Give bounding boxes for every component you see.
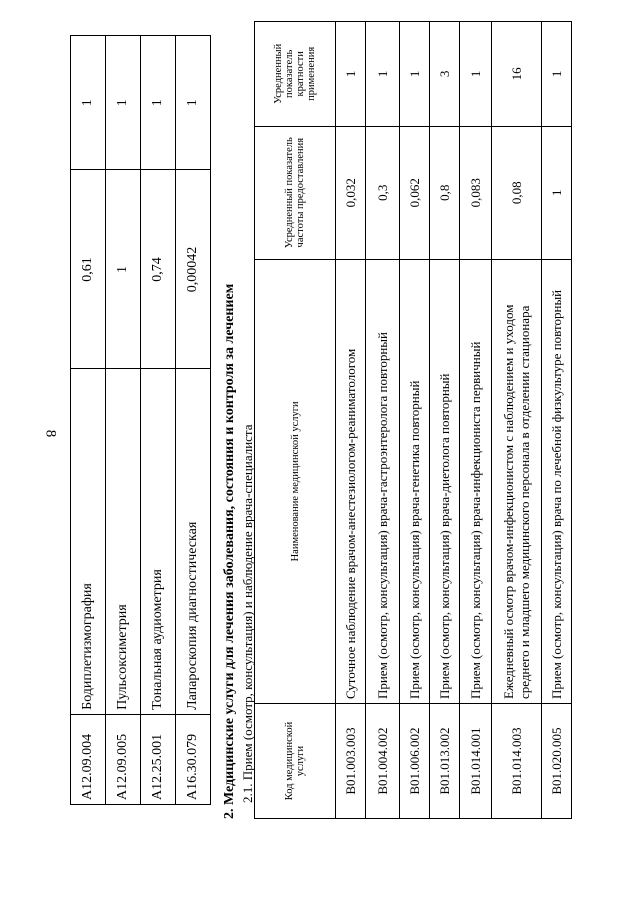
multiplicity-value: 1 — [176, 36, 211, 170]
table-row — [336, 22, 366, 819]
table-row — [430, 22, 460, 819]
service-code: A12.09.004 — [71, 714, 106, 804]
frequency-value: 0,032 — [336, 126, 366, 259]
table-header-row — [255, 22, 336, 819]
multiplicity-value: 1 — [400, 22, 430, 127]
frequency-value: 1 — [542, 126, 572, 259]
service-name: Бодиплетизмография — [71, 369, 106, 714]
table-row — [71, 36, 106, 805]
table-row — [366, 22, 400, 819]
service-code: A16.30.079 — [176, 714, 211, 804]
service-name: Прием (осмотр, консультация) врача по лечебной физкультуре повторный — [542, 259, 572, 703]
service-name: Прием (осмотр, консультация) врача-генетика повторный — [400, 259, 430, 703]
multiplicity-value: 1 — [336, 22, 366, 127]
service-code: B01.020.005 — [542, 704, 572, 819]
multiplicity-value: 1 — [141, 36, 176, 170]
service-name: Прием (осмотр, консультация) врача-гастроэнтеролога повторный — [366, 259, 400, 703]
frequency-value: 0,61 — [71, 170, 106, 369]
service-code: B01.013.002 — [430, 704, 460, 819]
section-title: 2. Медицинские услуги для лечения заболевания, состояния и контроля за лечением — [222, 283, 237, 819]
service-name: Прием (осмотр, консультация) врача-инфекциониста первичный — [460, 259, 492, 703]
service-name: Пульсоксиметрия — [106, 369, 141, 714]
frequency-value: 0,00042 — [176, 170, 211, 369]
multiplicity-value: 1 — [366, 22, 400, 127]
page-number: 8 — [42, 429, 59, 438]
table-row — [460, 22, 492, 819]
frequency-value: 0,8 — [430, 126, 460, 259]
header-name: Наименование медицинской услуги — [255, 259, 336, 703]
table-row — [542, 22, 572, 819]
multiplicity-value: 3 — [430, 22, 460, 127]
service-code: B01.014.001 — [460, 704, 492, 819]
service-name: Лапароскопия диагностическая — [176, 369, 211, 714]
service-code: B01.006.002 — [400, 704, 430, 819]
header-code: Код медицинской услуги — [255, 704, 336, 819]
top-services-table — [70, 35, 211, 805]
frequency-value: 0,083 — [460, 126, 492, 259]
multiplicity-value: 1 — [542, 22, 572, 127]
frequency-value: 1 — [106, 170, 141, 369]
service-code: A12.25.001 — [141, 714, 176, 804]
frequency-value: 0,062 — [400, 126, 430, 259]
service-code: B01.003.003 — [336, 704, 366, 819]
table-row — [141, 36, 176, 805]
service-code: B01.004.002 — [366, 704, 400, 819]
multiplicity-value: 16 — [492, 22, 542, 127]
header-frequency: Усредненный показатель частоты предоставления — [255, 126, 336, 259]
service-code: B01.014.003 — [492, 704, 542, 819]
frequency-value: 0,08 — [492, 126, 542, 259]
table-row — [106, 36, 141, 805]
service-name: Суточное наблюдение врачом-анестезиологом-реаниматологом — [336, 259, 366, 703]
frequency-value: 0,3 — [366, 126, 400, 259]
frequency-value: 0,74 — [141, 170, 176, 369]
service-name: Ежедневный осмотр врачом-инфекционистом с наблюдением и уходом среднего и младшего медицинского персонала в отделении стационара — [492, 259, 542, 703]
subsection-title: 2.1. Прием (осмотр, консультация) и наблюдение врача-специалиста — [240, 424, 255, 803]
multiplicity-value: 1 — [71, 36, 106, 170]
header-multiplicity: Усредненный показатель кратности применения — [255, 22, 336, 127]
table-row — [400, 22, 430, 819]
table-row — [492, 22, 542, 819]
multiplicity-value: 1 — [106, 36, 141, 170]
table-row — [176, 36, 211, 805]
service-code: A12.09.005 — [106, 714, 141, 804]
service-name: Прием (осмотр, консультация) врача-диетолога повторный — [430, 259, 460, 703]
service-name: Тональная аудиометрия — [141, 369, 176, 714]
specialist-consultations-table — [254, 21, 572, 819]
multiplicity-value: 1 — [460, 22, 492, 127]
